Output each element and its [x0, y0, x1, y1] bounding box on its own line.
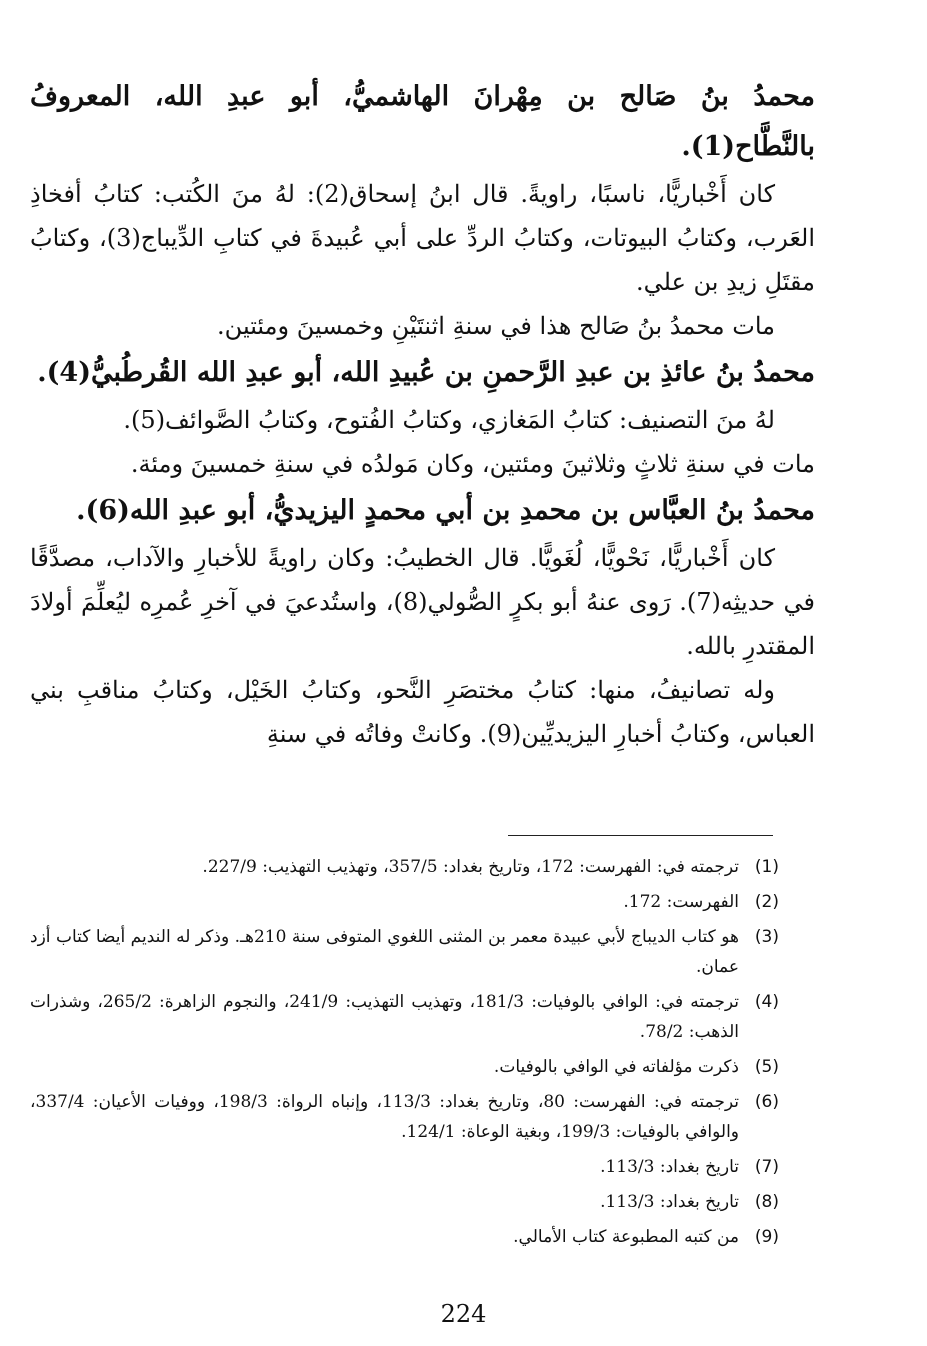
footnote-divider: [508, 835, 773, 836]
footnote-number: (8): [754, 1192, 779, 1212]
footnote-text: ترجمته في: الفهرست: 80، وتاريخ بغداد: 113/3، وإنباه الرواة: 198/3، ووفيات الأعيان: 337/4، والوافي بالوفيات: 199/3، وبغية الوعاة: 124/1.: [30, 1092, 739, 1142]
footnote-text: الفهرست: 172.: [623, 892, 739, 912]
paragraph-qurtubi-death: مات في سنةِ ثلاثٍ وثلاثينَ ومئتين، وكان مَولدُه في سنةِ خمسينَ ومئة.: [130, 450, 815, 478]
footnote-number: (9): [754, 1227, 779, 1247]
footnote: [30, 922, 779, 982]
entry-heading-yazidi: محمدُ بنُ العبَّاس بن محمدِ بن أبي محمدٍ اليزيديُّ، أبو عبدِ الله(6).: [76, 495, 815, 526]
footnote-text: من كتبه المطبوعة كتاب الأمالي.: [513, 1227, 739, 1247]
footnote-text: ذكرت مؤلفاته في الوافي بالوفيات.: [493, 1057, 739, 1077]
footnote-number: (3): [754, 927, 779, 947]
footnote-text: هو كتاب الديباج لأبي عبيدة معمر بن المثنى اللغوي المتوفى سنة 210هـ. وذكر له النديم أيضا كتاب أزد عمان.: [30, 927, 739, 977]
main-text: [30, 72, 815, 756]
footnote-text: تاريخ بغداد: 113/3.: [600, 1157, 739, 1177]
entry-heading-qurtubi: محمدُ بنُ عائذِ بن عبدِ الرَّحمنِ بن عُبيدِ الله، أبو عبدِ الله القُرطُبيُّ(4).: [37, 357, 815, 388]
entry-heading-nattah: محمدُ بنُ صَالح بن مِهْرانَ الهاشميُّ، أبو عبدِ الله، المعروفُ بالنَّطَّاح(1).: [30, 81, 815, 162]
page-number: 224: [440, 1300, 487, 1328]
paragraph-qurtubi-works: لهُ منَ التصنيف: كتابُ المَغازي، وكتابُ الفُتوح، وكتابُ الصَّوائف(5).: [123, 406, 775, 434]
footnote-number: (6): [754, 1092, 779, 1112]
footnote-number: (2): [754, 892, 779, 912]
footnote: [30, 887, 779, 917]
paragraph-nattah-death: مات محمدُ بنُ صَالح هذا في سنةِ اثنتَيْنِ وخمسينَ ومئتين.: [217, 312, 775, 340]
footnote: [30, 1222, 779, 1252]
footnote: [30, 852, 779, 882]
footnote: [30, 987, 779, 1047]
footnote-number: (7): [754, 1157, 779, 1177]
footnote-text: ترجمته في: الوافي بالوفيات: 181/3، وتهذيب التهذيب: 241/9، والنجوم الزاهرة: 265/2، وشذرات الذهب: 78/2.: [30, 992, 739, 1042]
footnote-text: تاريخ بغداد: 113/3.: [600, 1192, 739, 1212]
paragraph-nattah-works: كان أَخْباريًّا، ناسبًا، راويةً. قال ابنُ إسحاق(2): لهُ منَ الكُتب: كتابُ أفخاذِ العَرب، وكتابُ البيوتات، وكتابُ الردِّ على أبي عُبيدةَ في كتابِ الدِّيباج(3)، وكتابُ مقتَلِ زيدِ بن علي.: [30, 180, 816, 296]
paragraph-yazidi-bio: كان أَخْباريًّا، نَحْويًّا، لُغَويًّا. قال الخطيبُ: وكان راويةً للأخبارِ والآداب، مصدَّقًا في حديثِه(7). رَوى عنهُ أبو بكرٍ الصُّولي(8)، واستُدعيَ في آخرِ عُمرِه ليُعلِّمَ أولادَ المقتدرِ بالله.: [30, 544, 815, 660]
footnote-text: ترجمته في: الفهرست: 172، وتاريخ بغداد: 357/5، وتهذيب التهذيب: 227/9.: [202, 857, 739, 877]
footnotes: [30, 852, 779, 1257]
footnote-number: (5): [754, 1057, 779, 1077]
footnote-number: (1): [754, 857, 779, 877]
footnote: [30, 1152, 779, 1182]
footnote-number: (4): [754, 992, 779, 1012]
footnote: [30, 1187, 779, 1217]
footnote: [30, 1087, 779, 1147]
footnote: [30, 1052, 779, 1082]
paragraph-yazidi-works: وله تصانيفُ، منها: كتابُ مختصَرِ النَّحو، وكتابُ الخَيْل، وكتابُ مناقبِ بني العباس، وكتابُ أخبارِ اليزيديِّين(9). وكانتْ وفاتُه في سنةِ: [30, 676, 815, 748]
